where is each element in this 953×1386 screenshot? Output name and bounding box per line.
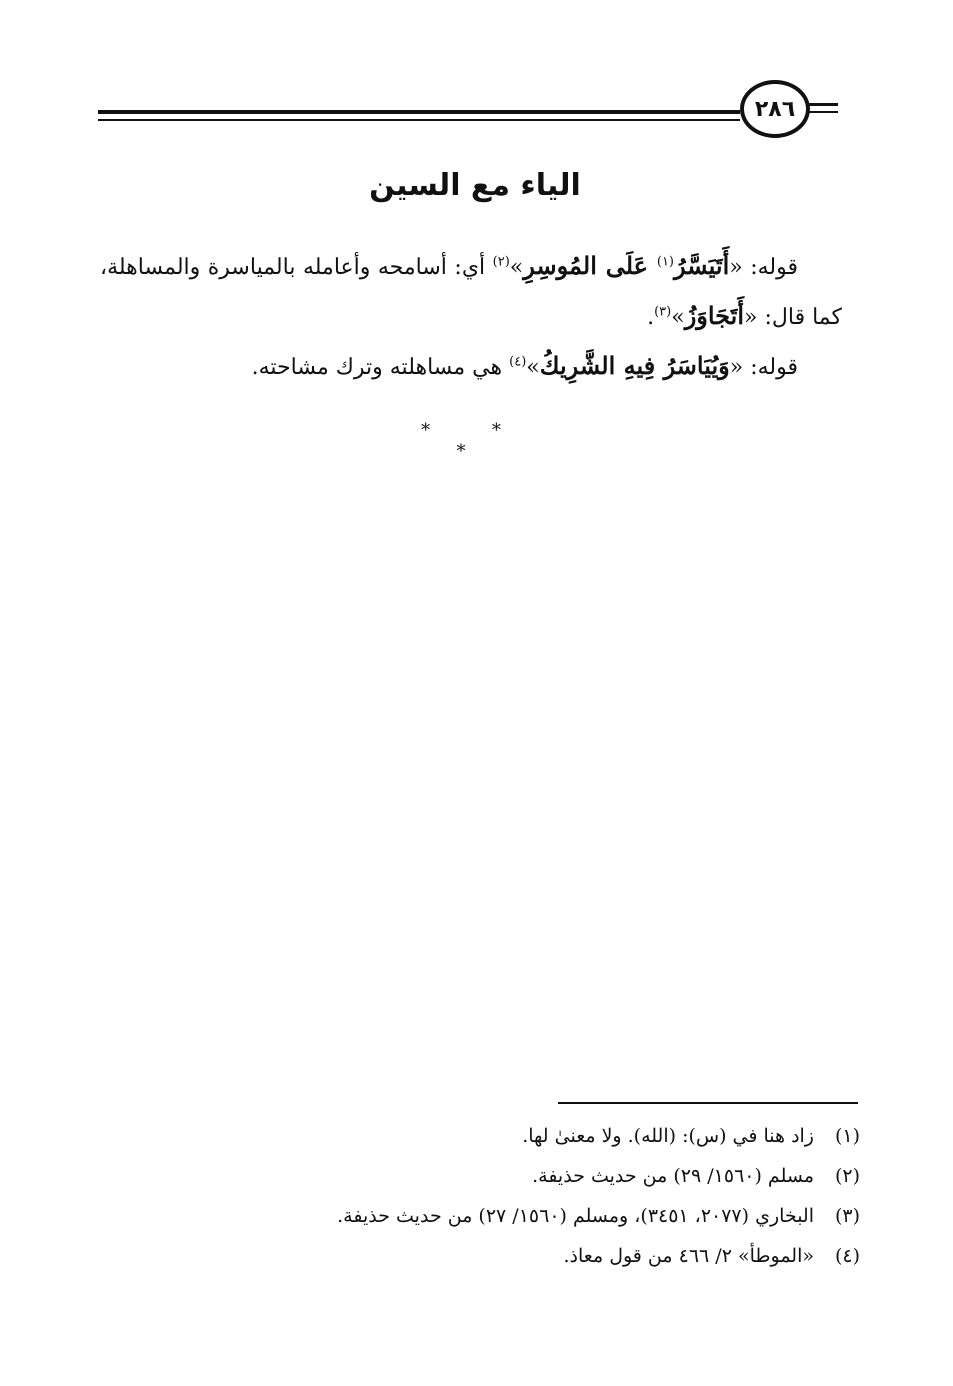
footnote-2 [180, 1156, 860, 1196]
footnote-text: «الموطأ» ٢/ ٤٦٦ من قول معاذ. [563, 1245, 814, 1267]
paragraph-2 [100, 342, 842, 392]
footnote-ref-3[interactable]: (٣) [654, 304, 672, 320]
p1-close-quote: » [509, 255, 524, 280]
footnote-text: مسلم (١٥٦٠/ ٢٩) من حديث حذيفة. [532, 1165, 814, 1187]
header-rule-right-thick [808, 103, 838, 106]
footnote-number: (٣) [834, 1205, 860, 1227]
footnote-1 [180, 1116, 860, 1156]
section-separator: * * * [421, 420, 529, 462]
footnote-text: زاد هنا في (س): (الله). ولا معنىٰ لها. [522, 1125, 814, 1147]
p2-close-quote: » [526, 355, 540, 380]
footnote-ref-4[interactable]: (٤) [509, 354, 527, 370]
footnote-3 [180, 1196, 860, 1236]
footnote-4 [180, 1236, 860, 1276]
header-rule-thick [98, 110, 740, 114]
header-rule-thin [98, 119, 740, 121]
page-number-badge [740, 80, 810, 138]
section-title: الياء مع السين [369, 168, 581, 203]
footnote-text: البخاري (٢٠٧٧، ٣٤٥١)، ومسلم (١٥٦٠/ ٢٧) من حديث حذيفة. [337, 1205, 814, 1227]
p1-quoted-word-2: عَلَى المُوسِرِ [523, 251, 657, 280]
p1-text: أي: أسامحه وأعامله بالمياسرة والمساهلة، كما قال: « [100, 255, 842, 330]
p2-quoted-word: وَيُيَاسَرُ فِيهِ الشَّرِيكُ [539, 351, 730, 380]
p1-quoted-word-1: أَتَيَسَّرُ [674, 251, 730, 280]
footnotes [180, 1116, 860, 1276]
footnote-number: (١) [834, 1125, 860, 1147]
p2-lead: قوله: « [729, 355, 798, 380]
footnote-rule [558, 1102, 858, 1104]
page-number: ٢٨٦ [754, 96, 796, 122]
main-text [100, 242, 842, 392]
p1-lead: قوله: « [729, 255, 798, 280]
p1-close-quote-2: » [671, 305, 685, 330]
p1-quoted-word-3: أَتَجَاوَزُ [684, 301, 745, 330]
footnote-ref-2[interactable]: (٢) [492, 254, 510, 270]
p2-text: هي مساهلته وترك مشاحته. [251, 355, 510, 380]
header-rule-right-thin [808, 111, 838, 113]
p1-end: . [647, 305, 655, 330]
paragraph-1 [100, 242, 842, 342]
footnote-number: (٤) [834, 1245, 860, 1267]
footnote-number: (٢) [834, 1165, 860, 1187]
footnote-ref-1[interactable]: (١) [656, 254, 674, 270]
